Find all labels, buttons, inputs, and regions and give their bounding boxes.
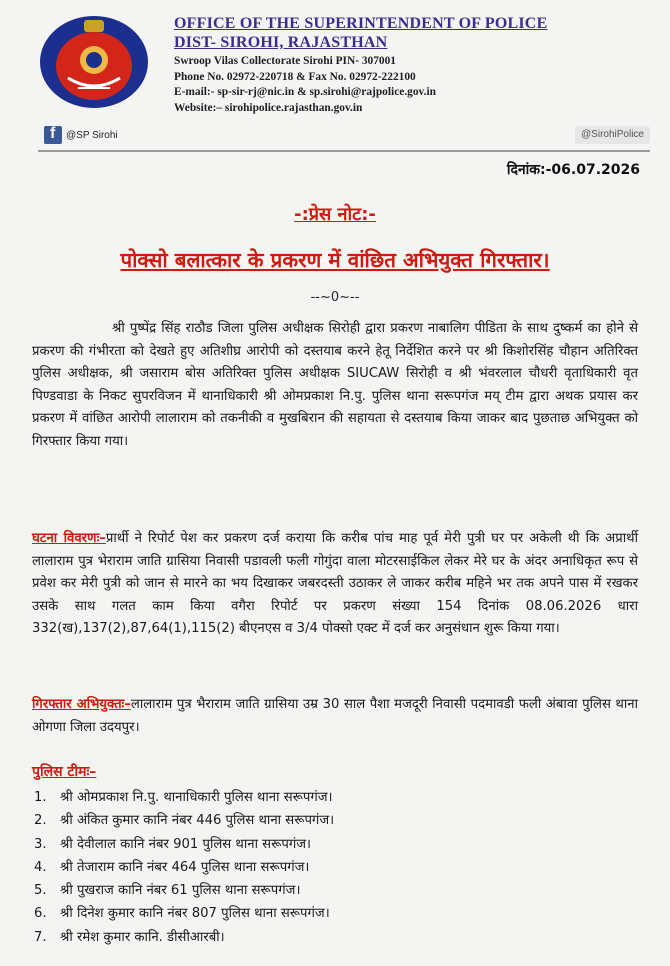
team-list [34, 786, 334, 949]
list-item: 2. श्री अंकित कुमार कानि नंबर 446 पुलिस थाना सरूपगंज। [34, 813, 335, 829]
headline: पोक्सो बलात्कार के प्रकरण में वांछित अभियुक्त गिरफ्तार। [120, 248, 550, 272]
twitter-handle: @SirohiPolice [575, 126, 650, 144]
website-line: Website:– sirohipolice.rajasthan.gov.in [174, 101, 363, 114]
address-line: Swroop Vilas Collectorate Sirohi PIN- 307001 [174, 55, 397, 67]
facebook-handle: @SP Sirohi [66, 130, 118, 141]
team-title: पुलिस टीमः– [32, 764, 97, 780]
list-item: 1. श्री ओमप्रकाश नि.पु. थानाधिकारी पुलिस थाना सरूपगंज। [34, 790, 333, 805]
press-note-heading: -:प्रेस नोट:- [294, 204, 376, 225]
list-item: 6. श्री दिनेश कुमार कानि नंबर 807 पुलिस थाना सरूपगंज। [34, 906, 330, 922]
arrested-paragraph [32, 694, 638, 739]
office-title: OFFICE OF THE SUPERINTENDENT OF POLICE [174, 15, 548, 32]
email-line: E-mail:- sp-sir-rj@nic.in & sp.sirohi@rajpolice.gov.in [174, 86, 436, 98]
social-row [40, 126, 650, 148]
list-item: 4. श्री तेजाराम कानि नंबर 464 पुलिस थाना सरूपगंज। [34, 859, 310, 875]
rajasthan-police-logo [38, 14, 150, 110]
list-item: 3. श्री देवीलाल कानि नंबर 901 पुलिस थाना सरूपगंज। [34, 836, 312, 852]
office-header [174, 14, 654, 116]
district-title: DIST- SIROHI, RAJASTHAN [174, 34, 388, 51]
list-item: 5. श्री पुखराज कानि नंबर 61 पुलिस थाना सरूपगंज। [34, 883, 301, 899]
phone-line: Phone No. 02972-220718 & Fax No. 02972-222100 [174, 70, 416, 83]
intro-paragraph [32, 318, 638, 453]
incident-text: प्रार्थी ने रिपोर्ट पेश कर प्रकरण दर्ज कराया कि करीब पांच माह पूर्व मेरी पुत्री घर पर अकेली थी कि अप्रार्थी लालाराम पुत्र भेराराम जाति ग्रासिया निवासी पडावली फली गोगुंदा वाला मोटरसाईकिल लेकर मेरे घर के अंदर अनाधिकृत रूप से प्रवेश कर मेरी पुत्री को जान से मारने का भय दिखाकर जबरदस्ती उठाकर ले जाकर करीब महिने भर तक अपने पास में रखकर उसके साथ गलत काम किया वगैरा रिपोर्ट पर प्रकरण संख्या 154 दिनांक 08.06.2026 धारा 332(ख),137(2),87,64(1),115(2) बीएनएस व 3/4 पोक्सो एक्ट में दर्ज कर अनुसंधान शुरू किया गया। [32, 531, 638, 636]
incident-label: घटना विवरणः– [32, 531, 106, 546]
date: दिनांक:-06.07.2026 [506, 162, 640, 178]
incident-paragraph [32, 528, 638, 641]
arrested-label: गिरफ्तार अभियुक्तः– [32, 697, 131, 712]
list-item: 7. श्री रमेश कुमार कानि. डीसीआरबी। [34, 929, 225, 945]
arrested-text: लालाराम पुत्र भैराराम जाति ग्रासिया उम्र 30 साल पैशा मजदूरी निवासी पदमावडी फली अंबावा पुलिस थाना ओगणा जिला उदयपुर। [32, 697, 638, 735]
header-divider [38, 150, 650, 152]
divider-mark: --~0~-- [310, 290, 360, 305]
facebook-icon: f [44, 126, 62, 144]
intro-text: श्री पुष्पेंद्र सिंह राठौड जिला पुलिस अधीक्षक सिरोही द्वारा प्रकरण नाबालिग पीडिता के साथ दुष्कर्म का होने से प्रकरण की गंभीरता को देखते हुए अतिशीघ्र आरोपी को दस्तयाब करने हेतू निर्देशित करने पर श्री किशोरसिंह चौहान अतिरिक्त पुलिस अधीक्षक, श्री जसाराम बोस अतिरिक्त पुलिस अधीक्षक SIUCAW सिरोही व श्री भंवरलाल चौधरी वृताधिकारी वृत पिण्डवाडा के निकट सुपरविजन में थानाधिकारी श्री ओमप्रकाश नि.पु. पुलिस थाना सरूपगंज मय् टीम द्वारा अथक प्रयास कर प्रकरण में वांछित आरोपी लालाराम को तकनीकी व मुखबिरान की सहायता से दस्तयाब किया जाकर बाद पुछताछ अभियुक्त को गिरफ्तार किया गया। [32, 321, 638, 449]
